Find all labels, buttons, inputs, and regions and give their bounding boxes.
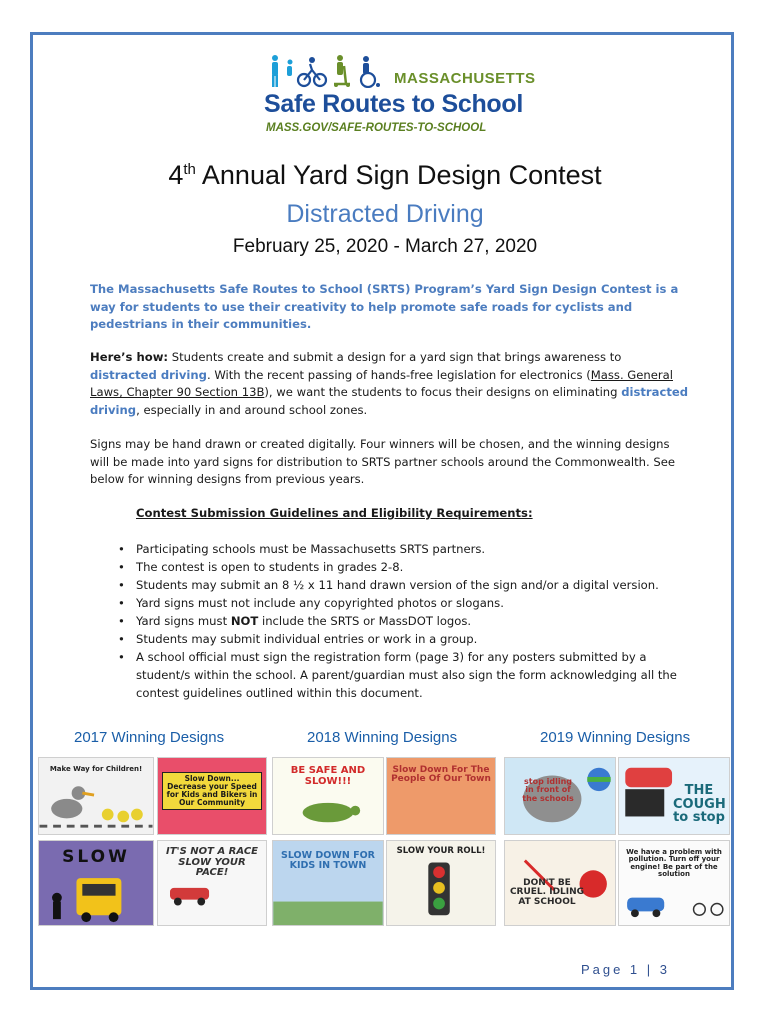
page-title: 4th Annual Yard Sign Design Contest [168,160,602,190]
page-number: Page 1 | 3 [580,962,670,977]
signs-paragraph: Signs may be hand drawn or created digitally. Four winners will be chosen, and the winning designs will be made into yard signs for distribution to SRTS partner schools around the Commonwealth. See below for winning designs from previous years. [90,437,675,486]
howto-paragraph: Here’s how: Students create and submit a design for a yard sign that brings awareness to distracted driving. With the recent passing of hands-free legislation for electronics (Mass. General Laws, Chapter 90 Section 13B), we want the students to focus their designs on eliminating distracted driving, especially in and around school zones. [90,350,689,417]
guidelines-heading: Contest Submission Guidelines and Eligibility Requirements: [136,506,533,520]
srts-logo [262,54,536,138]
mass-general-laws-link[interactable]: Mass. General Laws, Chapter 90 Section 13B [90,367,673,399]
page-subtitle: Distracted Driving [286,200,484,228]
design-2019-3: DON'T BE CRUEL. IDLING AT SCHOOL [504,840,616,926]
design-2018-3: SLOW DOWN FOR KIDS IN TOWN [272,840,384,926]
list-item: • Yard signs must not include any copyrighted photos or slogans. [118,594,678,612]
label-2017-winners: 2017 Winning Designs [74,729,225,746]
list-item: • Students may submit individual entries or work in a group. [118,630,678,648]
label-2018-winners: 2018 Winning Designs [307,729,458,746]
contest-dates: February 25, 2020 - March 27, 2020 [232,236,538,257]
list-item: • Yard signs must NOT include the SRTS or MassDOT logos. [118,612,678,630]
logo-state: MASSACHUSETTS [394,70,536,87]
design-2017-4: IT'S NOT A RACE SLOW YOUR PACE! [157,840,267,926]
list-item: • Participating schools must be Massachusetts SRTS partners. [118,540,678,558]
design-2018-4: SLOW YOUR ROLL! [386,840,496,926]
design-2018-2: Slow Down For The People Of Our Town [386,757,496,835]
guidelines-list [118,540,678,702]
logo-name: Safe Routes to School [264,90,524,118]
pedestrian-cyclist-icons [266,54,386,88]
design-2017-1: Make Way for Children! [38,757,154,835]
design-2019-1: stop idling in front of the schools [504,757,616,835]
design-2019-4: We have a problem with pollution. Turn off your engine! Be part of the solution [618,840,730,926]
design-2019-2: THE COUGH to stop [618,757,730,835]
design-2017-2: Slow Down... Decrease your Speed for Kids and Bikers in Our Community [157,757,267,835]
list-item: • A school official must sign the registration form (page 3) for any posters submitted by a student/s within the school. A parent/guardian must also sign the form acknowledging all the contest guidelines outlined within this document. [118,648,678,702]
list-item: • The contest is open to students in grades 2-8. [118,558,678,576]
design-2017-3: SLOW [38,840,154,926]
list-item: • Students may submit an 8 ½ x 11 hand drawn version of the sign and/or a digital version. [118,576,678,594]
design-2018-1: BE SAFE AND SLOW!!! [272,757,384,835]
label-2019-winners: 2019 Winning Designs [540,729,691,746]
intro-paragraph: The Massachusetts Safe Routes to School (SRTS) Program’s Yard Sign Design Contest is a way for students to use their creativity to help promote safe roads for cyclists and pedestrians in their communities. [90,282,679,331]
logo-url: MASS.GOV/SAFE-ROUTES-TO-SCHOOL [266,122,487,134]
